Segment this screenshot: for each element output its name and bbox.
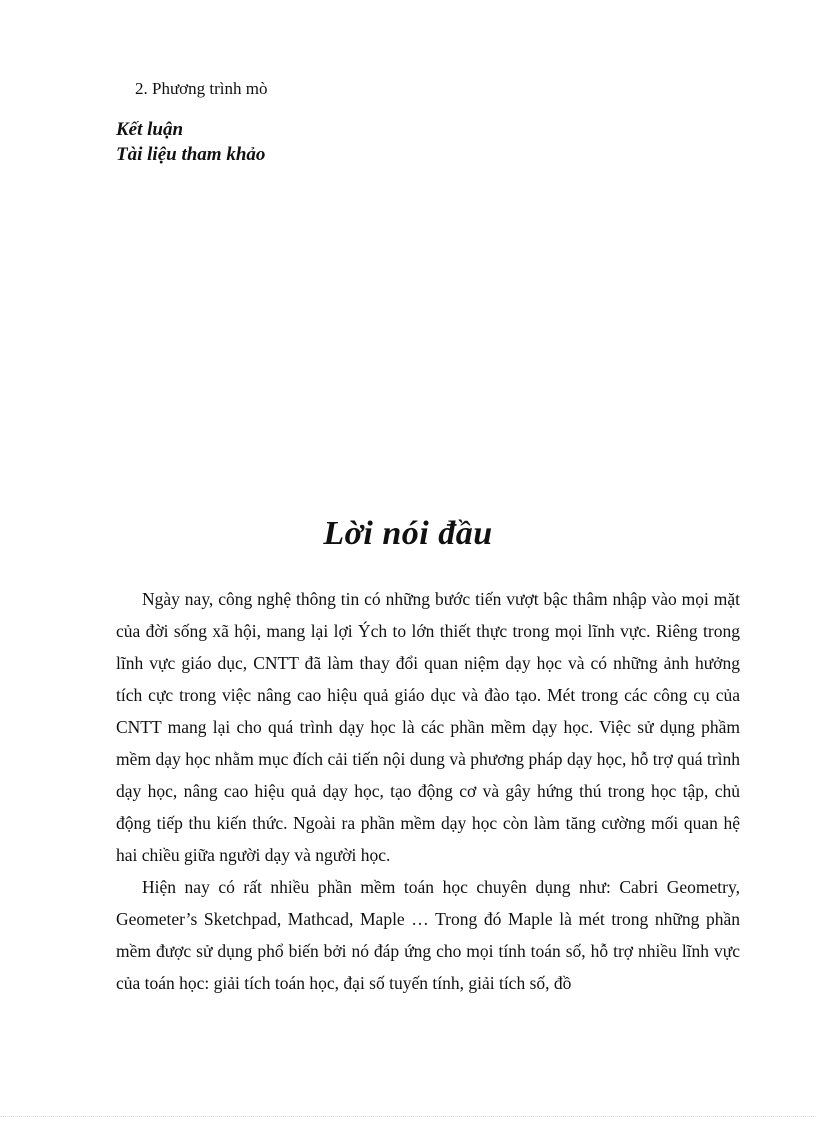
preface-body xyxy=(116,583,740,999)
toc-references: Tài liệu tham khảo xyxy=(116,144,266,165)
preface-title: Lời nói đầu xyxy=(323,515,493,552)
preface-paragraph-1: Ngày nay, công nghệ thông tin có những bước tiến vượt bậc thâm nhập vào mọi mặt của đời sống xã hội, mang lại lợi Ých to lớn thiết thực trong mọi lĩnh vực. Riêng trong lĩnh vực giáo dục, CNTT đã làm thay đổi quan niệm dạy học và có những ảnh hưởng tích cực trong việc nâng cao hiệu quả giáo dục và đào tạo. Mét trong các công cụ của CNTT mang lại cho quá trình dạy học là các phần mềm dạy học. Việc sử dụng phầm mềm dạy học nhằm mục đích cải tiến nội dung và phương pháp dạy học, hỗ trợ quá trình dạy học, nâng cao hiệu quả dạy học, tạo động cơ và gây hứng thú trong học tập, chủ động tiếp thu kiến thức. Ngoài ra phần mềm dạy học còn làm tăng cường mối quan hệ hai chiều giữa người dạy và người học. xyxy=(116,589,740,865)
toc-item-2: 2. Phương trình mò xyxy=(135,79,268,98)
toc-conclusion: Kết luận xyxy=(116,119,184,140)
preface-paragraph-2: Hiện nay có rất nhiều phần mềm toán học chuyên dụng như: Cabri Geometry, Geometer’s Sketchpad, Mathcad, Maple … Trong đó Maple là mét trong những phần mềm được sử dụng phổ biến bởi nó đáp ứng cho mọi tính toán số, hỗ trợ nhiều lĩnh vực của toán học: giải tích toán học, đại số tuyến tính, giải tích số, đồ xyxy=(116,877,740,993)
page-bottom-divider xyxy=(0,1116,816,1117)
